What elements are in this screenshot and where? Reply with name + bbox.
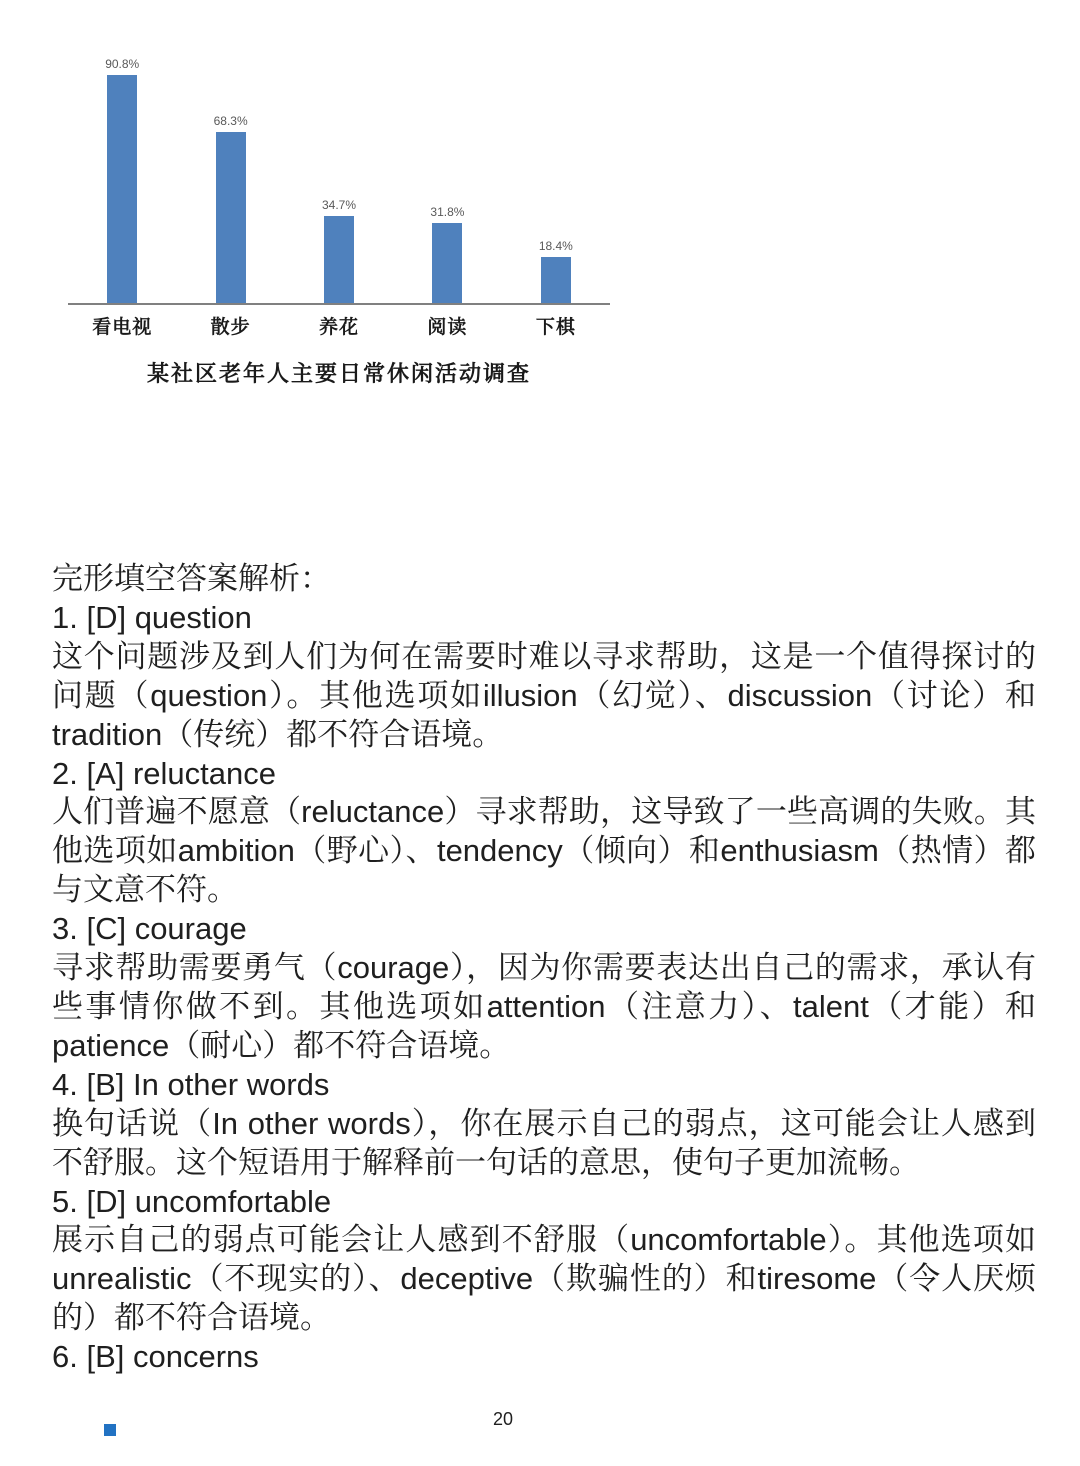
category-label: 下棋 <box>535 317 576 338</box>
bar-value-label: 31.8% <box>430 205 465 219</box>
bar-column <box>68 48 176 303</box>
section-heading: 完形填空答案解析： <box>52 561 331 596</box>
bar-column <box>176 48 284 303</box>
chart-plot <box>68 48 610 305</box>
category-label: 养花 <box>319 317 360 338</box>
answer-line: 6. [B] concerns <box>52 1339 259 1375</box>
bar-value-label: 90.8% <box>105 57 140 71</box>
answer-explanation: 展示自己的弱点可能会让人感到不舒服（uncomfortable）。其他选项如unrealistic（不现实的）、deceptive（欺骗性的）和tiresome（令人厌烦的）都不符合语境。 <box>52 1222 1036 1336</box>
bar-column <box>285 48 393 303</box>
answer-line: 2. [A] reluctance <box>52 755 277 791</box>
bar-value-label: 68.3% <box>213 114 248 128</box>
chart-x-labels <box>68 305 610 339</box>
answer-explanation: 寻求帮助需要勇气（courage），因为你需要表达出自己的需求，承认有些事情你做不到。其他选项如attention（注意力）、talent（才能）和patience（耐心）都不符合语境。 <box>52 950 1036 1063</box>
answer-line: 1. [D] question <box>52 599 252 635</box>
answer-line: 3. [C] courage <box>52 911 247 947</box>
bar <box>324 216 354 303</box>
answer-explanation: 换句话说（In other words），你在展示自己的弱点，这可能会让人感到不舒服。这个短语用于解释前一句话的意思，使句子更加流畅。 <box>52 1105 1036 1180</box>
answer-line: 4. [B] In other words <box>52 1066 330 1102</box>
answer-analysis-section <box>52 560 1036 1377</box>
bar-column <box>502 48 610 303</box>
footer-bullet-square <box>104 1424 116 1436</box>
bar-value-label: 18.4% <box>538 239 573 253</box>
bar <box>541 257 571 303</box>
answer-list <box>52 599 1036 1377</box>
bar-value-label: 34.7% <box>322 198 357 212</box>
bar-column <box>393 48 501 303</box>
page-number: 20 <box>493 1409 514 1429</box>
answer-explanation: 这个问题涉及到人们为何在需要时难以寻求帮助，这是一个值得探讨的问题（question）。其他选项如illusion（幻觉）、discussion（讨论）和tradition（传统）都不符合语境。 <box>52 638 1036 752</box>
bar <box>107 75 137 303</box>
category-label: 看电视 <box>92 317 153 338</box>
category-label: 散步 <box>210 317 251 338</box>
chart-title: 某社区老年人主要日常休闲活动调查 <box>146 361 531 386</box>
bar <box>432 223 462 303</box>
bar <box>216 132 246 303</box>
answer-explanation: 人们普遍不愿意（reluctance）寻求帮助，这导致了一些高调的失败。其他选项如ambition（野心）、tendency（倾向）和enthusiasm（热情）都与文意不符。 <box>52 794 1036 908</box>
answer-line: 5. [D] uncomfortable <box>52 1183 332 1219</box>
category-label: 阅读 <box>427 317 468 338</box>
leisure-activities-bar-chart <box>68 48 610 388</box>
